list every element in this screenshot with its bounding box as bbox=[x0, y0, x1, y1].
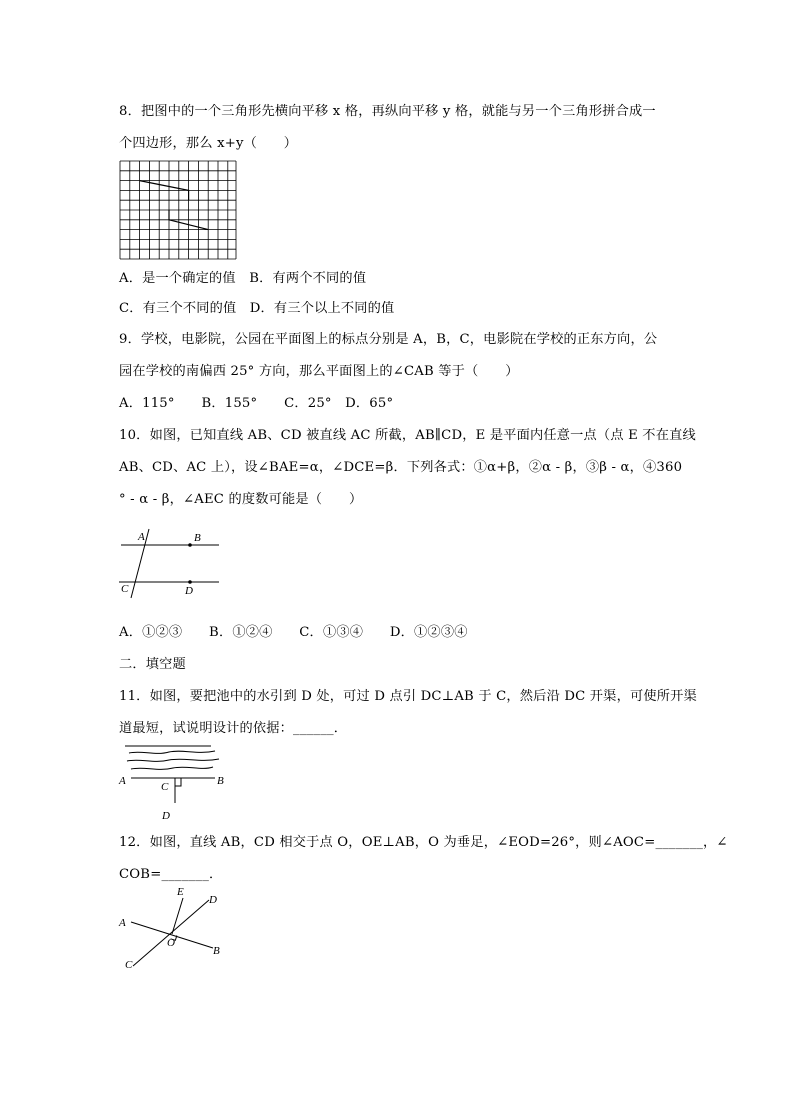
q12-stem-line1: 12．如图，直线 AB，CD 相交于点 O，OE⊥AB，O 为垂足，∠EOD=26°，则∠AOC=_______，∠ bbox=[119, 835, 728, 850]
q11-pond-figure bbox=[117, 743, 229, 823]
label-b: B bbox=[194, 532, 201, 544]
grid-lines bbox=[120, 161, 236, 259]
label-b: B bbox=[217, 775, 224, 787]
label-o: O bbox=[167, 937, 175, 949]
line-cd bbox=[133, 900, 209, 966]
label-e: E bbox=[177, 886, 184, 898]
q12-intersecting-lines-figure bbox=[117, 884, 227, 970]
q12-stem-line2: COB=_______． bbox=[119, 867, 223, 882]
q10-stem-line3: ° - α - β，∠AEC 的度数可能是（ ） bbox=[119, 492, 363, 507]
q8-grid-figure bbox=[119, 160, 239, 262]
label-c: C bbox=[121, 583, 129, 595]
label-d: D bbox=[162, 810, 170, 822]
q10-options: A．①②③ B．①②④ C．①③④ D．①②③④ bbox=[119, 625, 468, 640]
q9-stem-line2: 园在学校的南偏西 25° 方向，那么平面图上的∠CAB 等于（ ） bbox=[119, 364, 519, 379]
right-angle-mark bbox=[175, 778, 181, 786]
q8-options-cd: C．有三个不同的值 D．有三个以上不同的值 bbox=[119, 301, 395, 316]
label-a: A bbox=[138, 531, 145, 543]
water-wave-2 bbox=[127, 759, 219, 761]
q8-stem-line2: 个四边形，那么 x+y（ ） bbox=[119, 136, 298, 151]
section-title: 二．填空题 bbox=[119, 657, 186, 672]
q10-stem-line1: 10．如图，已知直线 AB、CD 被直线 AC 所截，AB∥CD，E 是平面内任意一点（点 E 不在直线 bbox=[119, 428, 696, 443]
q9-options: A．115° B．155° C．25° D．65° bbox=[119, 396, 394, 411]
label-a: A bbox=[119, 917, 126, 929]
q8-options-ab: A．是一个确定的值 B．有两个不同的值 bbox=[119, 271, 367, 286]
label-c: C bbox=[125, 959, 133, 970]
label-d: D bbox=[209, 894, 217, 906]
label-b: B bbox=[213, 945, 220, 957]
q10-stem-line2: AB、CD、AC 上），设∠BAE=α，∠DCE=β．下列各式：①α+β，②α - β，③β - α，④360 bbox=[119, 460, 683, 475]
label-a: A bbox=[119, 775, 126, 787]
q11-stem-line1: 11．如图，要把池中的水引到 D 处，可过 D 点引 DC⊥AB 于 C，然后沿 DC 开渠，可使所开渠 bbox=[119, 689, 697, 704]
point-d bbox=[188, 580, 192, 584]
q11-stem-line2: 道最短，试说明设计的依据：______． bbox=[119, 721, 348, 736]
q9-stem-line1: 9．学校，电影院，公园在平面图上的标点分别是 A，B，C，电影院在学校的正东方向，公 bbox=[119, 332, 658, 347]
q8-stem-line1: 8．把图中的一个三角形先横向平移 x 格，再纵向平移 y 格，就能与另一个三角形拼合成一 bbox=[119, 104, 656, 119]
water-wave-1 bbox=[129, 751, 215, 753]
point-b bbox=[188, 543, 192, 547]
ray-oe bbox=[172, 898, 183, 934]
water-wave-3 bbox=[131, 767, 213, 769]
q10-parallel-lines-figure bbox=[117, 525, 223, 600]
label-d: D bbox=[185, 585, 193, 597]
label-c: C bbox=[161, 781, 169, 793]
